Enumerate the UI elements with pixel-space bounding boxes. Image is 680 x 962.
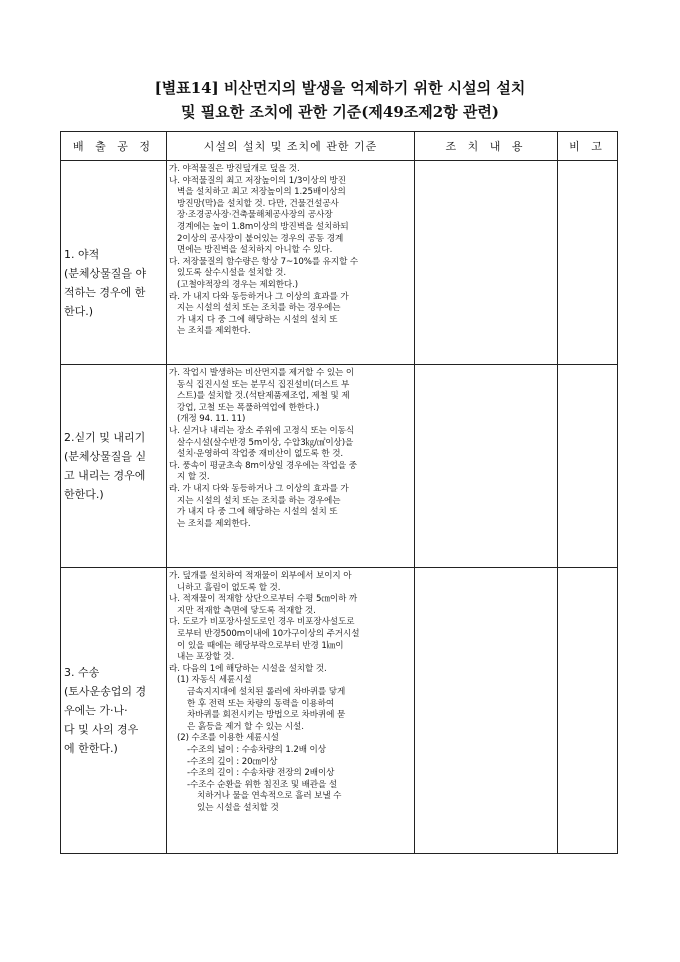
document-title-line1: [별표14] 비산먼지의 발생을 억제하기 위한 시설의 설치	[154, 79, 526, 97]
remarks-cell	[558, 365, 618, 568]
document-title-line2: 및 필요한 조치에 관한 기준(제49조제2항 관련)	[181, 103, 499, 121]
action-cell	[415, 161, 558, 365]
table-row	[61, 568, 618, 854]
table-row	[61, 161, 618, 365]
table-header-row	[61, 132, 618, 161]
process-cell: 1. 야적 (분체상물질을 야 적하는 경우에 한 한다.)	[61, 161, 167, 365]
standards-table	[60, 131, 618, 854]
header-action: 조 치 내 용	[415, 132, 558, 161]
remarks-cell	[558, 161, 618, 365]
header-process: 배 출 공 정	[61, 132, 167, 161]
criteria-cell: 가. 야적물질은 방진덮개로 덮을 것. 나. 야적물질의 최고 저장높이의 1/3이상의 방진 벽을 설치하고 최고 저장높이의 1.25배이상의 방진망(막)을 설치할 것. 다만, 건물건설공사 장·조경공사장·건축물해체공사장의 공사장 경계에는 높이 1.8m이상의 방진벽을 설치하되 2이상의 공사장이 붙어있는 경우의 공동 경계 면에는 방진벽을 설치하지 아니할 수 있다. 다. 저장물질의 함수량은 항상 7~10%를 유지할 수 있도록 살수시설을 설치할 것. (고철야적장의 경우는 제외한다.) 라. 가 내지 다와 동등하거나 그 이상의 효과를 가 지는 시설의 설치 또는 조치를 하는 경우에는 가 내지 다 중 그에 해당하는 시설의 설치 또 는 조치를 제외한다.	[167, 161, 415, 365]
action-cell	[415, 568, 558, 854]
process-cell: 2.싣기 및 내리기 (분체상물질을 싣 고 내리는 경우에 한한다.)	[61, 365, 167, 568]
criteria-cell: 가. 작업시 발생하는 비산먼지를 제거할 수 있는 이 동식 집진시설 또는 분무식 집진설비(더스트 부 스트)를 설치할 것.(석탄제품제조업, 제철 및 제 강업, 고철 또는 폭풀하역업에 한한다.) (개정 94. 11. 11) 나. 싣거나 내리는 장소 주위에 고정식 또는 이동식 살수시설(살수반경 5m이상, 수압3㎏/㎠이상)을 설치·운영하여 작업중 재비산이 없도록 한 것. 다. 풍속이 평균초속 8m이상일 경우에는 작업을 중 지 할 것. 라. 가 내지 다와 동등하거나 그 이상의 효과를 가 지는 시설의 설치 또는 조치를 하는 경우에는 가 내지 다 중 그에 해당하는 시설의 설치 또 는 조치를 제외한다.	[167, 365, 415, 568]
process-cell: 3. 수송 (토사운송업의 경 우에는 가·나· 다 및 사의 경우 에 한한다.)	[61, 568, 167, 854]
table-row	[61, 365, 618, 568]
remarks-cell	[558, 568, 618, 854]
header-remarks: 비 고	[558, 132, 618, 161]
header-criteria: 시설의 설치 및 조치에 관한 기준	[167, 132, 415, 161]
criteria-cell: 가. 덮개를 설치하여 적재물이 외부에서 보이지 아 니하고 흘림이 없도록 할 것. 나. 적재물이 적재함 상단으로부터 수평 5㎝이하 까 지만 적재할 측면에 닿도록 적재할 것. 다. 도로가 비포장사설도로인 경우 비포장사설도로 로부터 반경500m이내에 10가구이상의 주거시설 이 있을 때에는 해당부락으로부터 반경 1㎞이 내는 포장할 것. 라. 다음의 1에 해당하는 시설을 설치할 것. (1) 자동식 세륜시설 금속지지대에 설치된 롤러에 차바퀴를 닿게 한 후 전력 또는 차량의 동력을 이용하여 차바퀴를 회전시키는 방법으로 차바퀴에 묻 은 흙등을 제거 할 수 있는 시설. (2) 수조를 이용한 세륜시설 -수조의 넓이 : 수송차량의 1.2배 이상 -수조의 깊이 : 20㎝이상 -수조의 길이 : 수송차량 전장의 2배이상 -수조수 순환을 위한 침진조 및 배관을 설 치하거나 물을 연속적으로 흘러 보낼 수 있는 시설을 설치할 것	[167, 568, 415, 854]
action-cell	[415, 365, 558, 568]
